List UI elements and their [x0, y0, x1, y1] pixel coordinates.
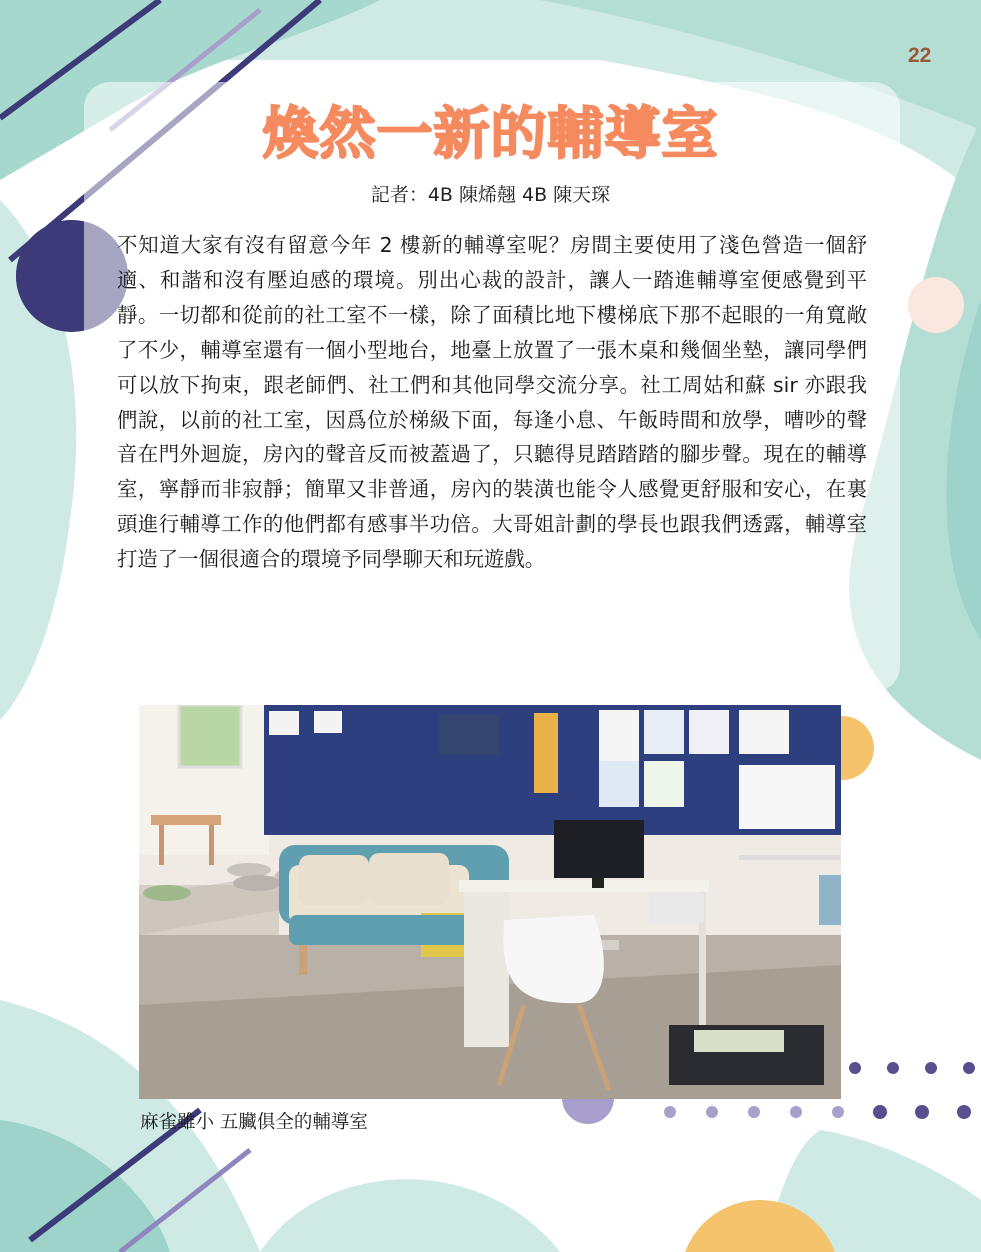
article-title: 煥然一新的輔導室	[262, 102, 719, 167]
counseling-room-photo	[139, 705, 841, 1099]
photo-caption: 麻雀雖小 五臟俱全的輔導室	[140, 1112, 368, 1133]
page-number: 22	[908, 44, 932, 67]
room-illustration	[139, 705, 841, 1099]
article-body: 不知道大家有沒有留意今年 2 樓新的輔導室呢？房間主要使用了淺色營造一個舒適、和諧和沒有壓迫感的環境。別出心裁的設計，讓人一踏進輔導室便感覺到平靜。一切都和從前的社工室不一樣，除了面積比地下樓梯底下那不起眼的一角寬敞了不少，輔導室還有一個小型地台，地臺上放置了一張木桌和幾個坐墊，讓同學們可以放下拘束，跟老師們、社工們和其他同學交流分享。社工周姑和蘇 sir 亦跟我們說，以前的社工室，因爲位於梯級下面，每逢小息、午飯時間和放學，嘈吵的聲音在門外迴旋，房內的聲音反而被蓋過了，只聽得見踏踏踏的腳步聲。現在的輔導室，寧靜而非寂靜；簡單又非普通，房內的裝潢也能令人感覺更舒服和安心，在裏頭進行輔導工作的他們都有感事半功倍。大哥姐計劃的學長也跟我們透露，輔導室打造了一個很適合的環境予同學聊天和玩遊戲。	[117, 233, 867, 572]
byline: 記者：4B 陳烯翹 4B 陳天琛	[370, 184, 611, 206]
